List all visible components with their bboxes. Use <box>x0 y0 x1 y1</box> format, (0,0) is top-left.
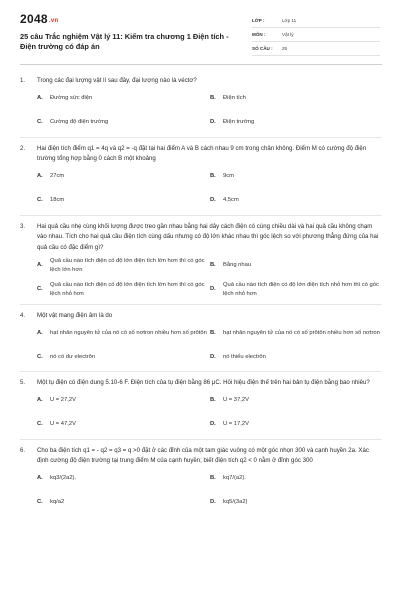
option-label: D. <box>210 421 216 428</box>
option-label: C. <box>37 499 43 506</box>
answer-option[interactable] <box>210 467 382 491</box>
option-text: nó có dư electrôn <box>50 353 96 360</box>
question-stem <box>20 144 382 165</box>
answer-option[interactable] <box>37 321 210 345</box>
answer-option[interactable] <box>37 165 210 189</box>
question-divider <box>20 137 382 138</box>
answer-option[interactable] <box>37 254 210 278</box>
option-label: D. <box>210 353 216 360</box>
answer-option[interactable] <box>210 491 382 515</box>
question-item <box>20 311 382 373</box>
meta-table <box>252 14 380 56</box>
option-text: kq5/(3a2) <box>223 499 248 506</box>
question-number: 5. <box>20 379 26 387</box>
option-label: B. <box>210 329 216 336</box>
question-number: 4. <box>20 311 26 319</box>
option-text: Quả cầu nào tích điện có độ lớn điện tích lớn hơn thì có góc lệch nhỏ hơn <box>50 281 205 297</box>
answer-option[interactable] <box>210 111 382 135</box>
option-label: A. <box>37 95 43 102</box>
question-item <box>20 378 382 440</box>
option-label: A. <box>37 475 43 482</box>
answer-option[interactable] <box>37 189 210 213</box>
answer-option[interactable] <box>210 254 382 278</box>
option-label: B. <box>210 173 216 180</box>
meta-row <box>252 28 380 42</box>
option-text: hạt nhân nguyên tử của nó có số prôtôn nhiều hơn số nơtron <box>223 329 380 336</box>
meta-row <box>252 14 380 28</box>
question-text: Hai điện tích điểm q1 = 4q và q2 = -q đặt tại hai điểm A và B cách nhau 9 cm trong chân không. Điểm M có cường độ điện trường tổng hợp bằng 0 cách B một khoảng <box>37 144 367 163</box>
option-text: kq3/(2a2). <box>50 475 77 482</box>
logo-main: 2048 <box>20 12 48 26</box>
option-label: C. <box>37 119 43 126</box>
question-divider <box>20 215 382 216</box>
question-item <box>20 76 382 138</box>
question-text: Trong các đại lượng vật lí sau đây, đại lượng nào là véctơ? <box>37 77 197 84</box>
option-text: U = 17,2V <box>223 421 249 428</box>
question-item <box>20 144 382 216</box>
option-text: Điện trường <box>223 119 255 126</box>
option-text: hạt nhân nguyên tử của nó có số nơtron nhiều hơn số prôtôn <box>50 329 207 336</box>
question-number: 1. <box>20 77 26 84</box>
option-text: 27cm <box>50 173 65 180</box>
question-divider <box>20 304 382 305</box>
meta-key: SỐ CÂU : <box>252 46 273 51</box>
question-text: Cho ba điện tích q1 = - q2 = q3 = q >0 đặt ở các đỉnh của một tam giác vuông có một góc nhọn 300 và cạnh huyền 2a. Xác định cường độ điện trường tại trung điểm M của cạnh huyền; biết điện tích q2 < 0 nằm ở đỉnh góc 300 <box>37 446 369 465</box>
option-label: D. <box>210 499 216 506</box>
document-title: 25 câu Trắc nghiệm Vật lý 11: Kiểm tra chương 1 Điện tích - Điện trường có đáp án <box>20 32 229 51</box>
header-divider <box>20 64 382 65</box>
answer-option[interactable] <box>210 413 382 437</box>
option-label: B. <box>210 475 216 482</box>
option-text: U = 47,2V <box>50 421 76 428</box>
option-text: 4,5cm <box>223 197 239 204</box>
option-label: D. <box>210 286 216 293</box>
question-number: 2. <box>20 144 26 152</box>
answer-option[interactable] <box>210 278 382 302</box>
meta-value: Lớp 11 <box>282 18 297 23</box>
option-label: B. <box>210 262 216 269</box>
option-text: 9cm <box>223 173 234 180</box>
question-number: 6. <box>20 446 26 454</box>
option-label: A. <box>37 397 43 404</box>
site-logo[interactable] <box>20 12 58 26</box>
option-text: Cường độ điện trường <box>50 119 109 126</box>
question-stem <box>20 222 382 254</box>
answer-option[interactable] <box>210 321 382 345</box>
option-label: A. <box>37 262 43 269</box>
answer-options <box>37 389 382 437</box>
option-text: Quả cầu nào tích điện có độ lớn điện tích nhỏ hơn thì có góc lệch nhỏ hơn <box>223 281 379 297</box>
meta-value: Vật lý <box>282 32 294 37</box>
option-label: C. <box>37 197 43 204</box>
option-text: Đường sức điện <box>50 95 93 102</box>
question-list <box>20 76 382 521</box>
option-text: Điện tích <box>223 95 246 102</box>
question-stem <box>20 378 382 389</box>
option-label: D. <box>210 197 216 204</box>
meta-key: LỚP : <box>252 18 265 23</box>
question-divider <box>20 371 382 372</box>
answer-options <box>37 321 382 369</box>
answer-option[interactable] <box>37 345 210 369</box>
question-divider <box>20 439 382 440</box>
answer-options <box>37 254 382 302</box>
option-label: D. <box>210 119 216 126</box>
question-item <box>20 222 382 305</box>
answer-option[interactable] <box>37 87 210 111</box>
option-label: A. <box>37 329 43 336</box>
answer-option[interactable] <box>210 345 382 369</box>
question-item <box>20 446 382 515</box>
answer-option[interactable] <box>37 278 210 302</box>
answer-option[interactable] <box>37 111 210 135</box>
answer-option[interactable] <box>210 389 382 413</box>
meta-key: MÔN : <box>252 32 266 37</box>
document-header <box>20 0 382 62</box>
question-stem <box>20 76 382 87</box>
option-text: U = 27,2V <box>50 397 76 404</box>
option-label: A. <box>37 173 43 180</box>
option-text: U = 37,2V <box>223 397 249 404</box>
answer-options <box>37 165 382 213</box>
option-label: C. <box>37 421 43 428</box>
answer-options <box>37 87 382 135</box>
option-label: C. <box>37 286 43 293</box>
option-label: C. <box>37 353 43 360</box>
meta-value: 25 <box>282 46 288 51</box>
answer-option[interactable] <box>210 87 382 111</box>
question-number: 3. <box>20 222 26 230</box>
answer-option[interactable] <box>37 491 210 515</box>
option-label: B. <box>210 397 216 404</box>
answer-option[interactable] <box>37 413 210 437</box>
meta-row <box>252 42 380 56</box>
question-stem <box>20 446 382 467</box>
option-label: B. <box>210 95 216 102</box>
option-text: nó thiếu electrôn <box>223 353 266 360</box>
question-text: Một vật mang điện âm là do <box>37 311 113 319</box>
option-text: kq/a2 <box>50 499 65 506</box>
answer-option[interactable] <box>210 165 382 189</box>
question-text: Hai quả cầu nhẹ cùng khối lượng được treo gần nhau bằng hai dây cách điện có cùng chiều dài và hai quả cầu không chạm vào nhau. Tích cho hai quả cầu điện tích cùng dấu nhưng có độ lớn khác nhau thì góc lệch so với phương thẳng đứng của hai quả cầu có đặc điểm gì? <box>37 222 379 251</box>
option-text: 18cm <box>50 197 65 204</box>
answer-option[interactable] <box>37 389 210 413</box>
option-text: Quả cầu nào tích điện có độ lớn điện tích lớn hơn thì có góc lệch lớn hơn <box>50 257 205 273</box>
logo-suffix: .vn <box>48 18 59 24</box>
answer-option[interactable] <box>37 467 210 491</box>
answer-option[interactable] <box>210 189 382 213</box>
option-text: kq7/(a2). <box>223 475 246 482</box>
option-text: Bằng nhau <box>223 262 252 269</box>
answer-options <box>37 467 382 515</box>
question-text: Một tụ điện có điện dung 5.10-6 F. Điện tích của tụ điện bằng 86 μC. Hỏi hiệu điện thế trên hai bản tụ điện bằng bao nhiêu? <box>37 379 370 387</box>
question-stem <box>20 311 382 322</box>
